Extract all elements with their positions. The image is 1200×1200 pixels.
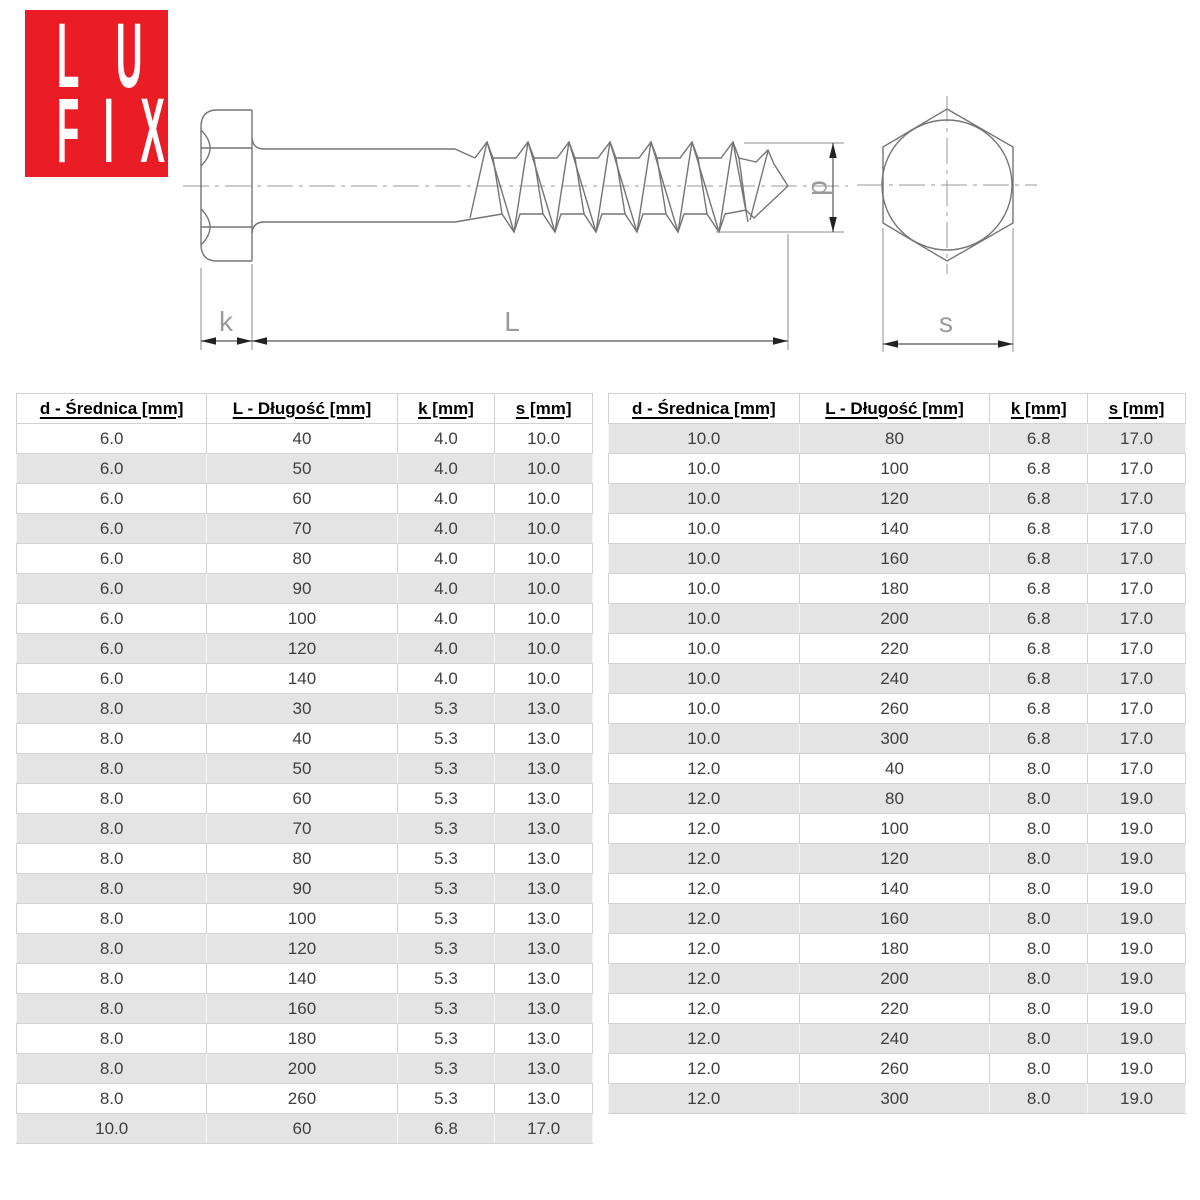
table-cell: 13.0 (495, 1054, 593, 1084)
table-cell: 60 (207, 484, 397, 514)
table-cell: 90 (207, 574, 397, 604)
table-cell: 8.0 (17, 1054, 207, 1084)
dimension-arrows (201, 143, 1013, 348)
table-row (609, 904, 1186, 934)
table-cell: 100 (207, 604, 397, 634)
table-cell: 240 (799, 664, 990, 694)
table-row (17, 724, 593, 754)
table-cell: 8.0 (990, 1054, 1088, 1084)
logo-letter: L (56, 4, 80, 107)
table-cell: 12.0 (609, 844, 800, 874)
table-cell: 8.0 (990, 994, 1088, 1024)
center-lines (183, 96, 1037, 274)
dimensions-table-left (16, 393, 593, 1144)
table-row (609, 514, 1186, 544)
table-row (17, 784, 593, 814)
table-row (609, 814, 1186, 844)
table-row (609, 934, 1186, 964)
table-row (609, 754, 1186, 784)
table-cell: 19.0 (1088, 1054, 1186, 1084)
table-cell: 6.0 (17, 424, 207, 454)
table-cell: 8.0 (17, 814, 207, 844)
table-cell: 8.0 (990, 934, 1088, 964)
table-cell: 200 (799, 604, 990, 634)
table-cell: 13.0 (495, 964, 593, 994)
table-cell: 6.0 (17, 574, 207, 604)
table-cell: 5.3 (397, 784, 495, 814)
table-cell: 10.0 (609, 574, 800, 604)
table-cell: 5.3 (397, 1024, 495, 1054)
table-cell: 220 (799, 634, 990, 664)
table-cell: 8.0 (17, 934, 207, 964)
table-cell: 10.0 (495, 604, 593, 634)
table-row (609, 994, 1186, 1024)
table-cell: 19.0 (1088, 994, 1186, 1024)
table-row (609, 964, 1186, 994)
table-cell: 90 (207, 874, 397, 904)
table-cell: 13.0 (495, 844, 593, 874)
table-cell: 5.3 (397, 904, 495, 934)
table-cell: 13.0 (495, 934, 593, 964)
table-cell: 6.8 (990, 634, 1088, 664)
table-cell: 10.0 (495, 574, 593, 604)
table-cell: 19.0 (1088, 1024, 1186, 1054)
table-cell: 19.0 (1088, 844, 1186, 874)
table-cell: 4.0 (397, 544, 495, 574)
table-cell: 8.0 (990, 1084, 1088, 1114)
table-cell: 12.0 (609, 934, 800, 964)
table-cell: 80 (207, 844, 397, 874)
table-cell: 13.0 (495, 994, 593, 1024)
table-cell: 8.0 (990, 844, 1088, 874)
table-cell: 8.0 (17, 964, 207, 994)
logo-letter: X (140, 80, 165, 183)
table-cell: 6.0 (17, 484, 207, 514)
table-cell: 10.0 (495, 454, 593, 484)
table-cell: 120 (799, 484, 990, 514)
table-row (17, 634, 593, 664)
table-cell: 19.0 (1088, 784, 1186, 814)
technical-drawing (0, 0, 1200, 392)
table-cell: 13.0 (495, 694, 593, 724)
table-cell: 120 (207, 634, 397, 664)
table-cell: 180 (799, 934, 990, 964)
table-cell: 80 (799, 784, 990, 814)
column-header: L - Długość [mm] (207, 394, 397, 424)
table-cell: 5.3 (397, 754, 495, 784)
column-header: L - Długość [mm] (799, 394, 990, 424)
table-row (609, 574, 1186, 604)
table-row (609, 424, 1186, 454)
table-cell: 17.0 (1088, 544, 1186, 574)
table-cell: 8.0 (990, 904, 1088, 934)
table-cell: 10.0 (609, 694, 800, 724)
table-row (17, 844, 593, 874)
table-cell: 4.0 (397, 454, 495, 484)
table-cell: 8.0 (17, 994, 207, 1024)
table-cell: 80 (799, 424, 990, 454)
table-cell: 10.0 (609, 604, 800, 634)
table-row (609, 874, 1186, 904)
table-row (17, 664, 593, 694)
table-cell: 6.0 (17, 634, 207, 664)
table-cell: 140 (207, 664, 397, 694)
column-header: k [mm] (990, 394, 1088, 424)
table-row (609, 724, 1186, 754)
table-cell: 6.8 (397, 1114, 495, 1144)
table-cell: 10.0 (609, 484, 800, 514)
table-cell: 5.3 (397, 964, 495, 994)
table-row (609, 1024, 1186, 1054)
table-cell: 12.0 (609, 784, 800, 814)
table-cell: 10.0 (609, 454, 800, 484)
table-cell: 30 (207, 694, 397, 724)
table-cell: 4.0 (397, 604, 495, 634)
extension-lines (201, 143, 1013, 352)
table-cell: 6.8 (990, 694, 1088, 724)
table-cell: 140 (799, 874, 990, 904)
table-cell: 80 (207, 544, 397, 574)
table-cell: 5.3 (397, 934, 495, 964)
table-cell: 17.0 (1088, 754, 1186, 784)
table-cell: 10.0 (495, 544, 593, 574)
table-cell: 60 (207, 1114, 397, 1144)
table-row (609, 1084, 1186, 1114)
table-cell: 10.0 (495, 484, 593, 514)
table-cell: 8.0 (990, 964, 1088, 994)
table-cell: 5.3 (397, 874, 495, 904)
table-cell: 10.0 (609, 664, 800, 694)
dimension-lines (201, 143, 1013, 344)
table-row (17, 604, 593, 634)
table-cell: 12.0 (609, 904, 800, 934)
table-cell: 260 (799, 694, 990, 724)
table-cell: 5.3 (397, 1084, 495, 1114)
table-cell: 5.3 (397, 844, 495, 874)
table-cell: 12.0 (609, 874, 800, 904)
table-row (17, 1024, 593, 1054)
table-cell: 160 (207, 994, 397, 1024)
column-header: s [mm] (495, 394, 593, 424)
table-cell: 40 (207, 424, 397, 454)
table-cell: 260 (207, 1084, 397, 1114)
table-row (609, 844, 1186, 874)
header-row (609, 394, 1186, 424)
table-row (609, 544, 1186, 574)
table-row (609, 634, 1186, 664)
table-cell: 6.8 (990, 664, 1088, 694)
table-cell: 60 (207, 784, 397, 814)
table-row (609, 694, 1186, 724)
table-cell: 5.3 (397, 994, 495, 1024)
table-cell: 8.0 (17, 1024, 207, 1054)
table-cell: 300 (799, 1084, 990, 1114)
table-cell: 17.0 (1088, 574, 1186, 604)
table-row (17, 574, 593, 604)
table-cell: 12.0 (609, 1024, 800, 1054)
table-cell: 100 (799, 814, 990, 844)
table-cell: 17.0 (1088, 514, 1186, 544)
dim-label-L: L (504, 306, 520, 337)
table-cell: 12.0 (609, 754, 800, 784)
table-cell: 13.0 (495, 904, 593, 934)
table-cell: 5.3 (397, 814, 495, 844)
table-cell: 8.0 (17, 844, 207, 874)
table-cell: 13.0 (495, 1084, 593, 1114)
table-cell: 17.0 (1088, 454, 1186, 484)
logo-letter: N (182, 4, 210, 107)
table-cell: 8.0 (17, 904, 207, 934)
table-cell: 8.0 (17, 694, 207, 724)
table-cell: 140 (207, 964, 397, 994)
table-row (17, 514, 593, 544)
table-cell: 17.0 (1088, 484, 1186, 514)
dim-label-d: d (806, 180, 837, 196)
table-cell: 6.8 (990, 544, 1088, 574)
table-cell: 6.8 (990, 574, 1088, 604)
table-cell: 12.0 (609, 1054, 800, 1084)
table-cell: 6.8 (990, 484, 1088, 514)
table-cell: 13.0 (495, 754, 593, 784)
table-cell: 12.0 (609, 994, 800, 1024)
table-cell: 19.0 (1088, 874, 1186, 904)
table-cell: 8.0 (17, 1084, 207, 1114)
table-cell: 5.3 (397, 1054, 495, 1084)
table-cell: 6.0 (17, 664, 207, 694)
table-cell: 10.0 (495, 514, 593, 544)
table-cell: 19.0 (1088, 934, 1186, 964)
table-cell: 13.0 (495, 874, 593, 904)
table-cell: 200 (207, 1054, 397, 1084)
table-cell: 6.8 (990, 604, 1088, 634)
table-row (17, 934, 593, 964)
table-cell: 10.0 (495, 424, 593, 454)
table-cell: 19.0 (1088, 1084, 1186, 1114)
table-cell: 13.0 (495, 814, 593, 844)
table-cell: 10.0 (495, 664, 593, 694)
column-header: s [mm] (1088, 394, 1186, 424)
table-row (17, 424, 593, 454)
table-cell: 40 (799, 754, 990, 784)
table-row (17, 1054, 593, 1084)
table-row (17, 484, 593, 514)
table-cell: 100 (799, 454, 990, 484)
table-cell: 8.0 (17, 784, 207, 814)
table-cell: 140 (799, 514, 990, 544)
table-cell: 10.0 (609, 424, 800, 454)
table-row (17, 754, 593, 784)
table-cell: 120 (799, 844, 990, 874)
table-cell: 8.0 (990, 814, 1088, 844)
table-cell: 300 (799, 724, 990, 754)
table-cell: 160 (799, 544, 990, 574)
table-cell: 4.0 (397, 484, 495, 514)
table-cell: 180 (799, 574, 990, 604)
table-row (609, 1054, 1186, 1084)
table-row (17, 1114, 593, 1144)
table-cell: 260 (799, 1054, 990, 1084)
table-cell: 100 (207, 904, 397, 934)
dimensions-table-right (608, 393, 1186, 1114)
table-cell: 13.0 (495, 1024, 593, 1054)
table-cell: 17.0 (495, 1114, 593, 1144)
table-row (609, 454, 1186, 484)
table-cell: 6.0 (17, 604, 207, 634)
table-cell: 13.0 (495, 724, 593, 754)
column-header: d - Średnica [mm] (17, 394, 207, 424)
table-cell: 8.0 (17, 724, 207, 754)
table-cell: 4.0 (397, 574, 495, 604)
table-cell: 17.0 (1088, 694, 1186, 724)
table-row (17, 874, 593, 904)
table-cell: 10.0 (609, 634, 800, 664)
table-cell: 12.0 (609, 1084, 800, 1114)
table-row (17, 994, 593, 1024)
table-row (17, 814, 593, 844)
table-cell: 4.0 (397, 424, 495, 454)
table-cell: 8.0 (990, 754, 1088, 784)
table-cell: 19.0 (1088, 904, 1186, 934)
table-row (17, 964, 593, 994)
column-header: k [mm] (397, 394, 495, 424)
logo-letter: U (116, 4, 143, 107)
table-cell: 8.0 (17, 754, 207, 784)
table-cell: 200 (799, 964, 990, 994)
table-cell: 19.0 (1088, 964, 1186, 994)
table-row (609, 484, 1186, 514)
table-cell: 6.8 (990, 514, 1088, 544)
column-header: d - Średnica [mm] (609, 394, 800, 424)
table-row (17, 904, 593, 934)
header-row (17, 394, 593, 424)
table-cell: 180 (207, 1024, 397, 1054)
logo-letter: F (56, 80, 80, 183)
table-cell: 12.0 (609, 814, 800, 844)
table-row (17, 1084, 593, 1114)
table-cell: 8.0 (990, 1024, 1088, 1054)
table-cell: 17.0 (1088, 634, 1186, 664)
table-cell: 13.0 (495, 784, 593, 814)
table-cell: 160 (799, 904, 990, 934)
table-cell: 70 (207, 814, 397, 844)
table-row (17, 544, 593, 574)
table-cell: 240 (799, 1024, 990, 1054)
table-cell: 50 (207, 454, 397, 484)
table-row (17, 454, 593, 484)
table-cell: 10.0 (609, 724, 800, 754)
table-row (609, 664, 1186, 694)
table-cell: 6.0 (17, 514, 207, 544)
table-cell: 17.0 (1088, 724, 1186, 754)
table-cell: 120 (207, 934, 397, 964)
table-cell: 4.0 (397, 664, 495, 694)
dim-label-s: s (939, 307, 953, 338)
table-cell: 17.0 (1088, 604, 1186, 634)
table-cell: 10.0 (495, 634, 593, 664)
table-cell: 10.0 (17, 1114, 207, 1144)
table-cell: 19.0 (1088, 814, 1186, 844)
table-cell: 6.8 (990, 454, 1088, 484)
table-cell: 10.0 (609, 544, 800, 574)
table-row (17, 694, 593, 724)
table-cell: 4.0 (397, 514, 495, 544)
table-cell: 6.8 (990, 724, 1088, 754)
logo-letter: I (103, 80, 115, 183)
table-cell: 6.0 (17, 454, 207, 484)
table-cell: 220 (799, 994, 990, 1024)
table-cell: 8.0 (17, 874, 207, 904)
table-row (609, 604, 1186, 634)
table-cell: 5.3 (397, 694, 495, 724)
table-cell: 50 (207, 754, 397, 784)
table-cell: 40 (207, 724, 397, 754)
table-cell: 6.0 (17, 544, 207, 574)
table-cell: 12.0 (609, 964, 800, 994)
table-row (609, 784, 1186, 814)
table-cell: 17.0 (1088, 424, 1186, 454)
table-cell: 8.0 (990, 784, 1088, 814)
table-cell: 17.0 (1088, 664, 1186, 694)
dim-label-k: k (219, 306, 233, 337)
table-cell: 4.0 (397, 634, 495, 664)
table-cell: 6.8 (990, 424, 1088, 454)
table-cell: 5.3 (397, 724, 495, 754)
table-cell: 70 (207, 514, 397, 544)
table-cell: 8.0 (990, 874, 1088, 904)
table-cell: 10.0 (609, 514, 800, 544)
